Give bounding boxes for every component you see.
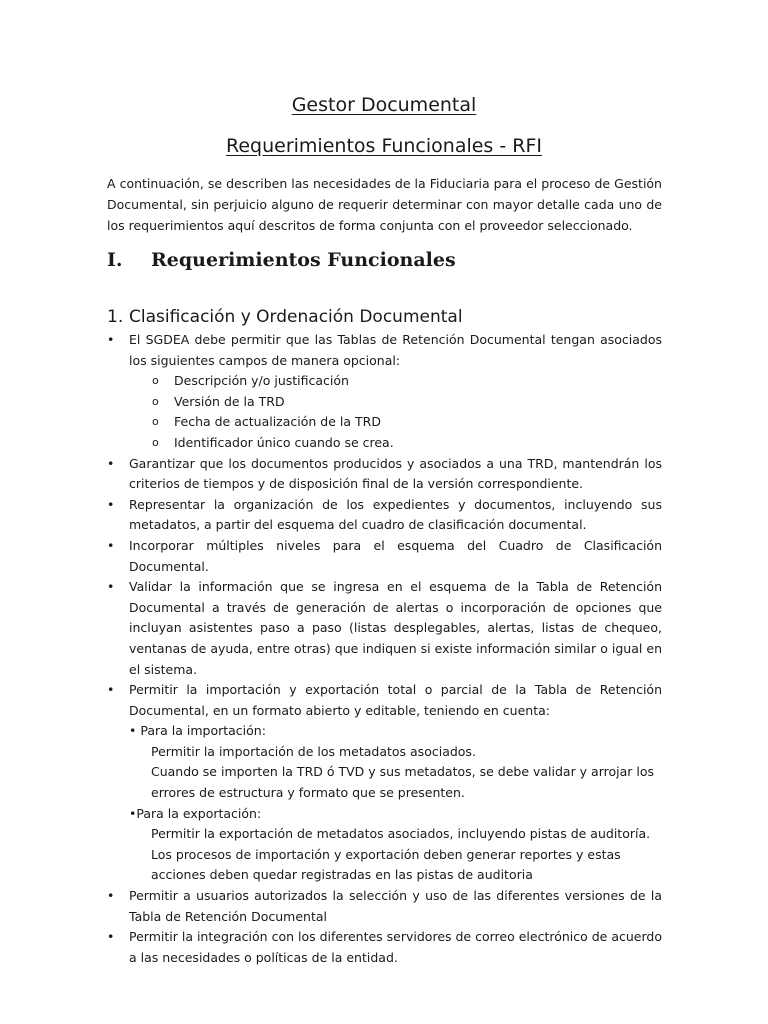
list-item <box>107 577 662 680</box>
sub-list-item-text: Identificador único cuando se crea. <box>174 434 394 450</box>
sub-list <box>107 371 662 453</box>
sub-list-item-text: Fecha de actualización de la TRD <box>174 414 381 430</box>
bullet-icon: • <box>107 682 115 698</box>
import-label: • Para la importación: <box>129 723 266 739</box>
list-item <box>107 927 662 968</box>
list-item-text: Representar la organización de los expedientes y documentos, incluyendo sus metadatos, a partir del esquema del cuadro de clasificación documental. <box>129 496 662 533</box>
list-item <box>107 680 662 886</box>
list-item-text: Incorporar múltiples niveles para el esquema del Cuadro de Clasificación Documental. <box>129 537 662 574</box>
list-item-text: El SGDEA debe permitir que las Tablas de Retención Documental tengan asociados los siguientes campos de manera opcional: <box>129 332 662 368</box>
document-subtitle: Requerimientos Funcionales - RFI <box>226 135 542 157</box>
sub-list-item <box>107 412 662 433</box>
circle-bullet-icon: o <box>152 435 159 449</box>
list-item <box>107 536 662 577</box>
list-item-text: Permitir a usuarios autorizados la selección y uso de las diferentes versiones de la Tabla de Retención Documental <box>129 888 662 924</box>
circle-bullet-icon: o <box>152 374 159 388</box>
import-line: Permitir la importación de los metadatos asociados. <box>151 743 476 759</box>
sub-list-item-text: Versión de la TRD <box>174 393 285 409</box>
bullet-icon: • <box>107 888 115 904</box>
circle-bullet-icon: o <box>152 415 159 429</box>
export-line: Los procesos de importación y exportación deben generar reportes y estas acciones deben quedar registradas en las pistas de auditoria <box>151 846 621 883</box>
bullet-icon: • <box>107 537 115 553</box>
list-item <box>107 495 662 536</box>
subsection-title: Clasificación y Ordenación Documental <box>129 307 463 327</box>
intro-paragraph: A continuación, se describen las necesidades de la Fiduciaria para el proceso de Gestión Documental, sin perjuicio alguno de requerir determinar con mayor detalle cada uno de los requerimientos aquí descritos de forma conjunta con el proveedor seleccionado. <box>107 176 662 233</box>
bullet-icon: • <box>107 579 115 595</box>
subsection-number: 1. <box>107 307 124 327</box>
section-title: Requerimientos Funcionales <box>151 249 456 271</box>
list-item <box>107 886 662 927</box>
sub-list-item-text: Descripción y/o justificación <box>174 373 349 389</box>
section-number: I. <box>107 249 123 271</box>
list-item-text: Permitir la integración con los diferentes servidores de correo electrónico de acuerdo a las necesidades o políticas de la entidad. <box>129 929 662 965</box>
list-item <box>107 454 662 495</box>
list-item-text: Validar la información que se ingresa en el esquema de la Tabla de Retención Documental a través de generación de alertas o incorporación de opciones que incluyan asistentes paso a paso (listas desplegables, alertas, listas de chequeo, ventanas de ayuda, entre otras) que indiquen si existe información similar o igual en el sistema. <box>129 579 662 677</box>
bullet-icon: • <box>107 332 115 347</box>
export-line: Permitir la exportación de metadatos asociados, incluyendo pistas de auditoría. <box>151 826 651 842</box>
document-title: Gestor Documental <box>291 94 477 116</box>
sub-list-item <box>107 392 662 413</box>
sub-list-item <box>107 371 662 392</box>
bullet-icon: • <box>107 455 115 471</box>
list-item-text: Permitir la importación y exportación total o parcial de la Tabla de Retención Documental, en un formato abierto y editable, teniendo en cuenta: <box>129 682 662 718</box>
export-label: •Para la exportación: <box>129 805 262 821</box>
list-item-text: Garantizar que los documentos producidos y asociados a una TRD, mantendrán los criterios de tiempos y de disposición final de la versión correspondiente. <box>129 455 662 492</box>
bullet-icon: • <box>107 496 115 512</box>
sub-list-item <box>107 433 662 454</box>
bullet-icon: • <box>107 929 115 945</box>
circle-bullet-icon: o <box>152 394 159 408</box>
import-line: Cuando se importen la TRD ó TVD y sus metadatos, se debe validar y arrojar los errores de estructura y formato que se presenten. <box>151 764 655 801</box>
requirements-list <box>107 330 662 968</box>
list-item <box>107 330 662 454</box>
